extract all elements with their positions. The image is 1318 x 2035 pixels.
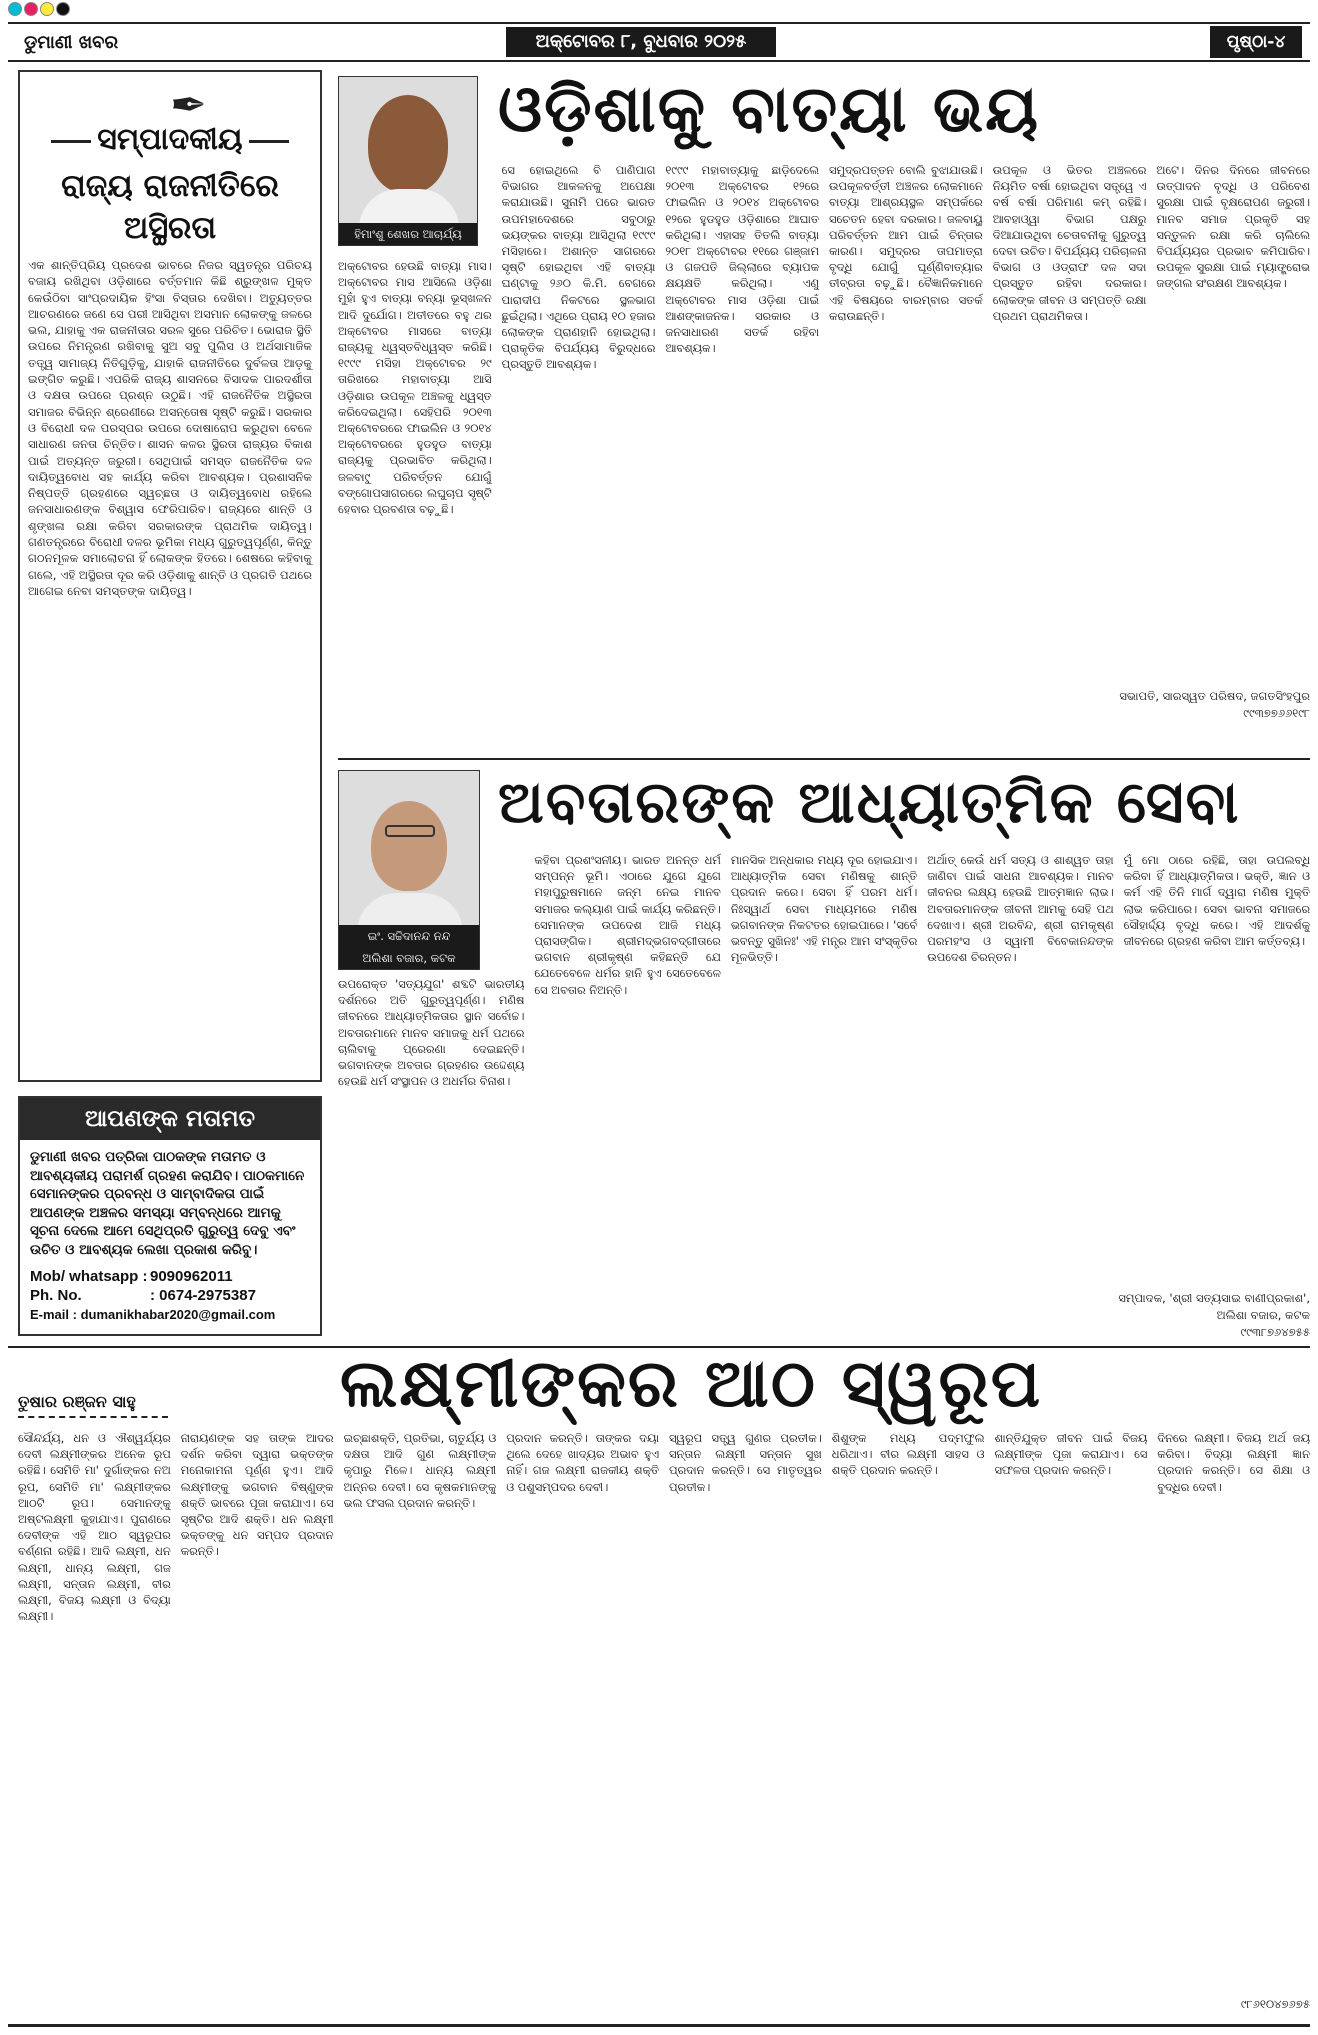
- opinion-box: [18, 1096, 322, 1336]
- article2-col-1: ଉପରୋକ୍ତ 'ସତ୍ୟଯୁଗ' ଶବ୍ଦଟି ଭାରତୀୟ ଦର୍ଶନରେ ଅତି ଗୁରୁତ୍ୱପୂର୍ଣ୍ଣ। ମଣିଷ ଜୀବନରେ ଆଧ୍ୟାତ୍ମିକତାର ସ୍ଥାନ ସର୍ବୋଚ୍ଚ। ଅବତାରମାନେ ମାନବ ସମାଜକୁ ଧର୍ମ ପଥରେ ଚାଲିବାକୁ ପ୍ରେରଣା ଦେଇଛନ୍ତି। ଭଗବାନଙ୍କ ଅବତାର ଗ୍ରହଣର ଉଦ୍ଦେଶ୍ୟ ହେଉଛି ଧର୍ମ ସଂସ୍ଥାପନ ଓ ଅଧର୍ମର ବିନାଶ।: [338, 977, 525, 1089]
- article1-columns: [338, 162, 1310, 752]
- phone-number: : 0674-2975387: [150, 1287, 256, 1304]
- article1-col-2: ସେ ହୋଇଥିଲେ ବି ପାଣିପାଗ ବିଭାଗର ଆକଳନକୁ ଅପେକ୍ଷା କରାଯାଉଛି। ସୁନାମି ପରେ ଭାରତ ଉପମହାଦେଶରେ ସବୁଠାରୁ ଭୟଙ୍କର ବାତ୍ୟା ଆସିଥିଲା ୧୯୯୯ ମସିହାରେ। ଅଶାନ୍ତ ସାଗରରେ ସୃଷ୍ଟି ହୋଇଥିବା ଏହି ବାତ୍ୟା ଘଣ୍ଟାକୁ ୨୬୦ କି.ମି. ବେଗରେ ପାରାଦୀପ ନିକଟରେ ସ୍ଥଳଭାଗ ଛୁଇଁଥିଲା। ଏଥିରେ ପ୍ରାୟ ୧୦ ହଜାର ଲୋକଙ୍କ ପ୍ରାଣହାନି ହୋଇଥିଲା। ପ୍ରାକୃତିକ ବିପର୍ଯ୍ୟୟ ବିରୁଦ୍ଧରେ ପ୍ରସ୍ତୁତି ଆବଶ୍ୟକ।: [501, 163, 656, 372]
- article3-col-8: ଦିନରେ ଲକ୍ଷ୍ମୀ। ବିଜୟ ଅର୍ଥ ଜୟ କରିବା। ବିଦ୍ୟା ଲକ୍ଷ୍ମୀ ଜ୍ଞାନ ପ୍ରଦାନ କରନ୍ତି। ସେ ଶିକ୍ଷା ଓ ବୁଦ୍ଧିର ଦେବୀ।: [1157, 1431, 1310, 1494]
- article1-signature-text: ସଭାପତି, ସାରସ୍ୱତ ପରିଷଦ, ଜଗତସିଂହପୁର: [1119, 689, 1310, 703]
- page-bottom-rule: [8, 2024, 1310, 2027]
- headline-cyclone: ଓଡ଼ିଶାକୁ ବାତ୍ୟା ଭୟ: [498, 72, 1041, 147]
- article2-col-3: ମାନସିକ ଅନ୍ଧକାର ମଧ୍ୟ ଦୂର ହୋଇଯାଏ। ଆଧ୍ୟାତ୍ମିକ ସେବା ମଣିଷକୁ ଶାନ୍ତି ପ୍ରଦାନ କରେ। ସେବା ହିଁ ପରମ ଧର୍ମ। ନିଃସ୍ୱାର୍ଥ ସେବା ମାଧ୍ୟମରେ ମଣିଷ ଭଗବାନଙ୍କ ନିକଟତର ହୋଇପାରେ। 'ସର୍ବେ ଭବନ୍ତୁ ସୁଖିନଃ' ଏହି ମନ୍ତ୍ର ଆମ ସଂସ୍କୃତିର ମୂଳଭିତ୍ତି।: [730, 853, 918, 965]
- phone-label: Ph. No.: [30, 1287, 82, 1304]
- opinion-title: ଆପଣଙ୍କ ମତାମତ: [20, 1098, 320, 1140]
- article2-columns: [338, 852, 1310, 1292]
- article2-col-5: ମୁଁ ମୋ ଠାରେ ରହିଛି, ତାହା ଉପଲବ୍ଧି କରିବା ହିଁ ଆଧ୍ୟାତ୍ମିକତା। ଭକ୍ତି, ଜ୍ଞାନ ଓ କର୍ମ ଏହି ତିନି ମାର୍ଗ ଦ୍ୱାରା ମଣିଷ ମୁକ୍ତି ଲାଭ କରିପାରେ। ସେବା ଭାବନା ସମାଜରେ ସୌହାର୍ଦ୍ଦ୍ୟ ବୃଦ୍ଧି କରେ। ଏହି ଆଦର୍ଶକୁ ଜୀବନରେ ଗ୍ରହଣ କରିବା ଆମ କର୍ତ୍ତବ୍ୟ।: [1123, 853, 1311, 949]
- article1-col-3: ୧୯୯୯ ମହାବାତ୍ୟାକୁ ଛାଡ଼ିଦେଲେ ୨୦୧୩ ଅକ୍ଟୋବର ୧୨ରେ ଫାଇଲିନ ଓ ୨୦୧୪ ଅକ୍ଟୋବର ୧୨ରେ ହୁଡହୁଡ ଓଡ଼ିଶାରେ ଆଘାତ କରିଥିଲା। ଏହାସହ ତିତଲି ବାତ୍ୟା ୨୦୧୮ ଅକ୍ଟୋବର ୧୧ରେ ଗଞ୍ଜାମ ଓ ଗଜପତି ଜିଲ୍ଲାରେ ବ୍ୟାପକ କ୍ଷୟକ୍ଷତି କରିଥିଲା। ଏଣୁ ଅକ୍ଟୋବର ମାସ ଓଡ଼ିଶା ପାଇଁ ଆଶଙ୍କାଜନକ। ସରକାର ଓ ଜନସାଧାରଣ ସତର୍କ ରହିବା ଆବଶ୍ୟକ।: [665, 163, 820, 356]
- mobile-number: 9090962011: [150, 1268, 233, 1285]
- article1-col-4: ସମୁଦ୍ରପତ୍ତନ ବୋଲି ବୁଝାଯାଉଛି। ଉପକୂଳବର୍ତ୍ତୀ ଅଞ୍ଚଳର ଲୋକମାନେ ବାତ୍ୟା ଆଶ୍ରୟସ୍ଥଳ ସମ୍ପର୍କରେ ସଚେତନ ହେବା ଦରକାର। ଜଳବାୟୁ ପରିବର୍ତ୍ତନ ଆମ ପାଇଁ ଚିନ୍ତାର କାରଣ। ସମୁଦ୍ରର ତାପମାତ୍ରା ବୃଦ୍ଧି ଯୋଗୁଁ ଘୂର୍ଣ୍ଣିବାତ୍ୟାର ତୀବ୍ରତା ବଢ଼ୁଛି। ବୈଜ୍ଞାନିକମାନେ ଏହି ବିଷୟରେ ବାରମ୍ବାର ସତର୍କ କରାଉଛନ୍ତି।: [829, 163, 983, 323]
- article3-col-5: ସ୍ୱରୂପ ସତ୍ତ୍ୱ ଗୁଣର ପ୍ରତୀକ। ସନ୍ତାନ ଲକ୍ଷ୍ମୀ ସନ୍ତାନ ସୁଖ ପ୍ରଦାନ କରନ୍ତି। ସେ ମାତୃତ୍ୱର ପ୍ରତୀକ।: [669, 1431, 822, 1494]
- section-divider-1: [338, 758, 1310, 760]
- article3-phone: ୯୮୬୧୦୪୭୬୭୫: [1240, 1997, 1310, 2011]
- newspaper-name: ଡୁମାଣୀ ଖବର: [24, 32, 119, 53]
- editorial-box: [18, 70, 322, 1082]
- article2-col-2: କହିବା ପ୍ରଶଂସନୀୟ। ଭାରତ ଅନନ୍ତ ଧର୍ମ ସମ୍ପନ୍ନ ଭୂମି। ଏଠାରେ ଯୁଗେ ଯୁଗେ ମହାପୁରୁଷମାନେ ଜନ୍ମ ନେଇ ମାନବ ସମାଜର କଲ୍ୟାଣ ପାଇଁ କାର୍ଯ୍ୟ କରିଛନ୍ତି। ସେମାନଙ୍କ ଉପଦେଶ ଆଜି ମଧ୍ୟ ପ୍ରାସଙ୍ଗିକ। ଶ୍ରୀମଦ୍ଭଗବଦ୍ଗୀତାରେ ଭଗବାନ ଶ୍ରୀକୃଷ୍ଣ କହିଛନ୍ତି ଯେ ଯେତେବେଳେ ଧର୍ମର ହାନି ହୁଏ ସେତେବେଳେ ସେ ଅବତାର ନିଅନ୍ତି।: [534, 853, 721, 997]
- article3-col-2: ନାରାୟଣଙ୍କ ସହ ତାଙ୍କ ଆଦର ଦର୍ଶନ କରିବା ଦ୍ୱାରା ଭକ୍ତଙ୍କ ମନୋକାମନା ପୂର୍ଣ୍ଣ ହୁଏ। ଆଦି ଲକ୍ଷ୍ମୀଙ୍କୁ ଭଗବାନ ବିଷ୍ଣୁଙ୍କ ଶକ୍ତି ଭାବରେ ପୂଜା କରାଯାଏ। ସେ ସୃଷ୍ଟିର ଆଦି ଶକ୍ତି। ଧନ ଲକ୍ଷ୍ମୀ ଭକ୍ତଙ୍କୁ ଧନ ସମ୍ପଦ ପ୍ରଦାନ କରନ୍ତି।: [180, 1431, 334, 1559]
- email-address[interactable]: dumanikhabar2020@gmail.com: [80, 1307, 276, 1322]
- article1-phone: ୯୯୩୭୭୬୬୧୯୮: [1243, 706, 1310, 720]
- article3-byline: ତୁଷାର ରଞ୍ଜନ ସାହୁ: [18, 1392, 168, 1418]
- article1-col-1: ଅକ୍ଟୋବର ହେଉଛି ବାତ୍ୟା ମାସ। ଅକ୍ଟୋବର ମାସ ଆସିଲେ ଓଡ଼ିଶା ମୁହାଁ ହୁଏ ବାତ୍ୟା ବନ୍ୟା ଭୂସ୍ଖଳନ ଆଦି ଦୁର୍ଯୋଗ। ଅତୀତରେ ବହୁ ଥର ଅକ୍ଟୋବର ମାସରେ ବାତ୍ୟା ରାଜ୍ୟକୁ ଧ୍ୱସ୍ତବିଧ୍ୱସ୍ତ କରିଛି। ୧୯୯୯ ମସିହା ଅକ୍ଟୋବର ୨୯ ତାରିଖରେ ମହାବାତ୍ୟା ଆସି ଓଡ଼ିଶାର ଉପକୂଳ ଅଞ୍ଚଳକୁ ଧ୍ୱସ୍ତ କରିଦେଇଥିଲା। ସେହିପରି ୨୦୧୩ ଅକ୍ଟୋବରରେ ଫାଇଲିନ ଓ ୨୦୧୪ ଅକ୍ଟୋବରରେ ହୁଡହୁଡ ବାତ୍ୟା ରାଜ୍ୟକୁ ପ୍ରଭାବିତ କରିଥିଲା। ଜଳବା୯ୁ ପରିବର୍ତ୍ତନ ଯୋଗୁଁ ବଙ୍ଗୋପସାଗରରେ ଲଘୁଚାପ ସୃଷ୍ଟି ହେବାର ପ୍ରବଣତା ବଢ଼ୁଛି।: [338, 259, 492, 517]
- page-number: ପୃଷ୍ଠା-୪: [1210, 26, 1302, 58]
- issue-date: ଅକ୍ଟୋବର ୮, ବୁଧବାର ୨୦୨୫: [506, 27, 776, 57]
- quill-icon: ✒: [170, 80, 207, 131]
- editorial-section-title: ସମ୍ପାଦକୀୟ: [28, 122, 312, 157]
- headline-spiritual-service: ଅବତାରଙ୍କ ଆଧ୍ୟାତ୍ମିକ ସେବା: [498, 768, 1241, 836]
- article3-col-6: ଶିଶୁଙ୍କ ମଧ୍ୟ ପଦ୍ମଫୁଲ ଧରିଥାଏ। ବୀର ଲକ୍ଷ୍ମୀ ସାହସ ଓ ଶକ୍ତି ପ୍ରଦାନ କରନ୍ତି।: [831, 1431, 985, 1478]
- cmyk-register-marks: [8, 2, 70, 16]
- email-label: E-mail :: [30, 1307, 77, 1322]
- glasses-icon: [385, 825, 435, 837]
- author-caption-2b: ଅଲିଶା ବଜାର, କଟକ: [339, 947, 479, 969]
- article1-signature: [1110, 688, 1310, 722]
- article1-col-6: ଅଟେ। ଦିନର ଦିନରେ ଜୀବନରେ ଉତ୍ପାଦନ ବୃଦ୍ଧି ଓ ପରିବେଶ ସୁରକ୍ଷା ପାଇଁ ବୃକ୍ଷରୋପଣ ଜରୁରୀ। ମାନବ ସମାଜ ପ୍ରକୃତି ସହ ସନ୍ତୁଳନ ରକ୍ଷା କରି ଚାଲିଲେ ବିପର୍ଯ୍ୟୟର ପ୍ରଭାବ କମିପାରିବ। ଉପକୂଳ ସୁରକ୍ଷା ପାଇଁ ମ୍ୟାଙ୍ଗ୍ରୋଭ ଜଙ୍ଗଲ ସଂରକ୍ଷଣ ଆବଶ୍ୟକ।: [1156, 163, 1311, 291]
- author-caption-2a: ଇଂ. ସଚ୍ଚିଦାନନ୍ଦ ନନ୍ଦ: [339, 925, 479, 947]
- editorial-headline: ରାଜ୍ୟ ରାଜନୀତିରେ ଅସ୍ଥିରତା: [61, 168, 279, 246]
- article1-col-5: ଉପକୂଳ ଓ ଭିତର ଅଞ୍ଚଳରେ ନିୟମିତ ବର୍ଷା ହୋଇଥିବା ସତ୍ତ୍ୱେ ଏ ବର୍ଷ ବର୍ଷା ପରିମାଣ କମ୍ ରହିଛି। ଆବହାଓ୍ୱା ବିଭାଗ ପକ୍ଷରୁ ଦିଆଯାଉଥିବା ଚେତାବନୀକୁ ଗୁରୁତ୍ୱ ଦେବା ଉଚିତ। ବିପର୍ଯ୍ୟୟ ପରିଚାଳନା ବିଭାଗ ଓ ଓଡ୍ରାଫ ଦଳ ସଦା ପ୍ରସ୍ତୁତ ରହିବା ଦରକାର। ଲୋକଙ୍କ ଜୀବନ ଓ ସମ୍ପତ୍ତି ରକ୍ଷା ପ୍ରଥମ ପ୍ରାଥମିକତା।: [992, 163, 1147, 323]
- mobile-label: Mob/ whatsapp :: [30, 1268, 148, 1285]
- article2-signature-text: ସମ୍ପାଦକ, 'ଶ୍ରୀ ସତ୍ୟସାଇ ବାଣୀପ୍ରକାଶ', ଅଲିଶା ବଜାର, କଟକ: [1118, 1291, 1310, 1322]
- article2-signature: [1110, 1290, 1310, 1341]
- page-header: [8, 22, 1310, 62]
- article3-col-1: ସୌନ୍ଦର୍ଯ୍ୟ, ଧନ ଓ ଐଶ୍ୱର୍ଯ୍ୟର ଦେବୀ ଲକ୍ଷ୍ମୀଙ୍କର ଅନେକ ରୂପ ରହିଛି। ସେମିତି ମା' ଦୁର୍ଗାଙ୍କର ନଅ ରୂପ, ସେମିତି ମା' ଲକ୍ଷ୍ମୀଙ୍କର ଆଠଟି ରୂପ। ସେମାନଙ୍କୁ ଅଷ୍ଟଲକ୍ଷ୍ମୀ କୁହାଯାଏ। ପୁରାଣରେ ଦେବୀଙ୍କ ଏହି ଆଠ ସ୍ୱରୂପର ବର୍ଣ୍ଣନା ରହିଛି। ଆଦି ଲକ୍ଷ୍ମୀ, ଧନ ଲକ୍ଷ୍ମୀ, ଧାନ୍ୟ ଲକ୍ଷ୍ମୀ, ଗଜ ଲକ୍ଷ୍ମୀ, ସନ୍ତାନ ଲକ୍ଷ୍ମୀ, ବୀର ଲକ୍ଷ୍ମୀ, ବିଜୟ ଲକ୍ଷ୍ମୀ ଓ ବିଦ୍ୟା ଲକ୍ଷ୍ମୀ।: [18, 1431, 171, 1624]
- article2-phone: ୯୯୩୮୭୬୪୭୫୫: [1240, 1325, 1310, 1339]
- article3-columns: [18, 1430, 1310, 2012]
- opinion-body: ଡୁମାଣୀ ଖବର ପତ୍ରିକା ପାଠକଙ୍କ ମତାମତ ଓ ଆବଶ୍ୟକୀୟ ପରାମର୍ଶ ଗ୍ରହଣ କରାଯିବ। ପାଠକମାନେ ସେମାନଙ୍କର ପ୍ରବନ୍ଧ ଓ ସାମ୍ବାଦିକତା ପାଇଁ ଆପଣଙ୍କ ଅଞ୍ଚଳର ସମସ୍ୟା ସମ୍ବନ୍ଧରେ ଆମକୁ ସୂଚନା ଦେଲେ ଆମେ ସେଥିପ୍ରତି ଗୁରୁତ୍ୱ ଦେବୁ ଏବଂ ଉଚିତ ଓ ଆବଶ୍ୟକ ଲେଖା ପ୍ରକାଶ କରିବୁ।: [30, 1149, 305, 1258]
- article3-col-7: ଶାନ୍ତିଯୁକ୍ତ ଜୀବନ ପାଇଁ ବିଜୟ ଲକ୍ଷ୍ମୀଙ୍କ ପୂଜା କରାଯାଏ। ସେ ସଫଳତା ପ୍ରଦାନ କରନ୍ତି।: [994, 1431, 1148, 1478]
- article3-col-3: ଇଚ୍ଛାଶକ୍ତି, ପ୍ରତିଭା, ଚାତୁର୍ଯ୍ୟ ଓ ଦକ୍ଷତା ଆଦି ଗୁଣ ଲକ୍ଷ୍ମୀଙ୍କ କୃପାରୁ ମିଳେ। ଧାନ୍ୟ ଲକ୍ଷ୍ମୀ ଅନ୍ନର ଦେବୀ। ସେ କୃଷକମାନଙ୍କୁ ଭଲ ଫସଲ ପ୍ରଦାନ କରନ୍ତି।: [343, 1431, 497, 1510]
- author-caption-1: ହିମାଂଶୁ ଶେଖର ଆଚାର୍ଯ୍ୟ: [339, 223, 477, 245]
- editorial-body: ଏକ ଶାନ୍ତିପ୍ରିୟ ପ୍ରଦେଶ ଭାବରେ ନିଜର ସ୍ୱତନ୍ତ୍ର ପରିଚୟ ବଜାୟ ରଖିଥିବା ଓଡ଼ିଶାରେ ବର୍ତ୍ତମାନ କିଛି ଶ୍ରୁଙ୍ଖଳ ମୁକ୍ତ କେଉଁଠିବା ସାଂପ୍ରଦାୟିକ ହିଂସା ବିସ୍ତାର ଦେଖିବା। ଅତ୍ୟୁତ୍ତର ଆଚରଣରେ ଜଣେ ସେ ପରୀ ଆସିଥିବା ଅସମାନ ଲୋକଙ୍କୁ ଜଳରେ ଭଲ, ଯାହାକୁ ଏକ ରାଜନୀତାର ସରଳ ସୁରେ ପରିଚିତ। ଭୋରାଜ ସ୍ଥିତି ଉପରେ ନିମନ୍ତ୍ରଣ ରଖିବାକୁ ସୁଅ ସବୁ ପୁଲିସ ଓ ଅର୍ଥସାମାଜିକ ତତ୍ତ୍ୱ ସାମାଜ୍ୟ ନିତିଗୁଡ଼ିକୁ, ଯାହାକି ରାଜନୀତିରେ ଦୁର୍ବଳତା ଆଡ଼କୁ ଇଙ୍ଗିତ କରୁଛି। ଏପରିକି ରାଜ୍ୟ ଶାସନରେ ବିସାଦକ ପାରଦର୍ଶୀତା ଓ ଦକ୍ଷତା ଉପରେ ପ୍ରଶ୍ନ ଉଠୁଛି। ଏହି ରାଜନୈତିକ ଅସ୍ଥିରତା ସମାଜର ବିଭିନ୍ନ ଶ୍ରେଣୀରେ ଅସନ୍ତୋଷ ସୃଷ୍ଟି କରୁଛି। ସରକାର ଓ ବିରୋଧୀ ଦଳ ପରସ୍ପର ଉପରେ ଦୋଷାରୋପ କରୁଥିବା ବେଳେ ସାଧାରଣ ଜନତା ଚିନ୍ତିତ। ଶାସନ କଳର ସ୍ଥିରତା ରାଜ୍ୟର ବିକାଶ ପାଇଁ ଅତ୍ୟନ୍ତ ଜରୁରୀ। ସେଥିପାଇଁ ସମସ୍ତ ରାଜନୈତିକ ଦଳ ଦାୟିତ୍ୱବୋଧ ସହ କାର୍ଯ୍ୟ କରିବା ଆବଶ୍ୟକ। ପ୍ରଶାସନିକ ନିଷ୍ପତ୍ତି ଗ୍ରହଣରେ ସ୍ୱଚ୍ଛତା ଓ ଦାୟିତ୍ୱବୋଧ ରହିଲେ ଜନସାଧାରଣଙ୍କ ବିଶ୍ୱାସ ଫେରିପାରିବ। ରାଜ୍ୟରେ ଶାନ୍ତି ଓ ଶୃଙ୍ଖଳା ରକ୍ଷା କରିବା ସରକାରଙ୍କ ପ୍ରାଥମିକ ଦାୟିତ୍ୱ। ଗଣତନ୍ତ୍ରରେ ବିରୋଧୀ ଦଳର ଭୂମିକା ମଧ୍ୟ ଗୁରୁତ୍ୱପୂର୍ଣ୍ଣ, କିନ୍ତୁ ଗଠନମୂଳକ ସମାଲୋଚନା ହିଁ ଲୋକଙ୍କ ହିତରେ। ଶେଷରେ କହିବାକୁ ଗଲେ, ଏହି ଅସ୍ଥିରତା ଦୂର କରି ଓଡ଼ିଶାକୁ ଶାନ୍ତି ଓ ପ୍ରଗତି ପଥରେ ଆଗେଇ ନେବା ସମସ୍ତଙ୍କ ଦାୟିତ୍ୱ।: [28, 258, 312, 598]
- article3-col-4: ପ୍ରଦାନ କରନ୍ତି। ତାଙ୍କର ଦୟା ଥିଲେ ଦେହେ ଖାଦ୍ୟର ଅଭାବ ହୁଏ ନାହିଁ। ଗଜ ଲକ୍ଷ୍ମୀ ରାଜକୀୟ ଶକ୍ତି ଓ ପଶୁସମ୍ପଦର ଦେବୀ।: [506, 1431, 659, 1494]
- headline-lakshmi: ଲକ୍ଷ୍ମୀଙ୍କର ଆଠ ସ୍ୱରୂପ: [340, 1344, 1043, 1422]
- article2-col-4: ଅର୍ଥାତ୍ କେଉଁ ଧର୍ମ ସତ୍ୟ ଓ ଶାଶ୍ୱତ ତାହା ଜାଣିବା ପାଇଁ ସାଧନା ଆବଶ୍ୟକ। ମାନବ ଜୀବନର ଲକ୍ଷ୍ୟ ହେଉଛି ଆତ୍ମଜ୍ଞାନ ଲାଭ। ଅବତାରମାନଙ୍କ ଜୀବନୀ ଆମକୁ ସେହି ପଥ ଦେଖାଏ। ଶ୍ରୀ ଅରବିନ୍ଦ, ଶ୍ରୀ ରାମକୃଷ୍ଣ ପରମହଂସ ଓ ସ୍ୱାମୀ ବିବେକାନନ୍ଦଙ୍କ ଉପଦେଶ ଚିରନ୍ତନ।: [927, 853, 1114, 965]
- opinion-contact: [20, 1267, 320, 1324]
